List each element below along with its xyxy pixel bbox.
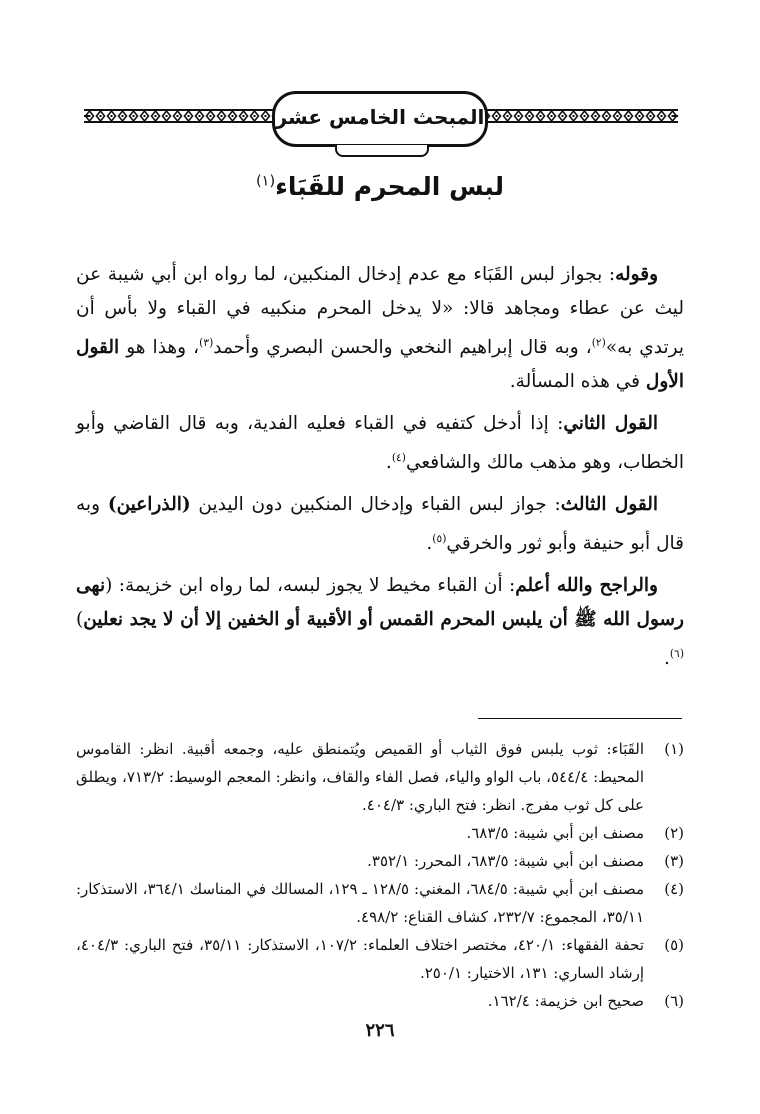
paragraph-lead: القول الثالث (560, 494, 659, 516)
footnote-text: تحفة الفقهاء: ٤٢٠/١، مختصر اختلاف العلماء: ١٠٧/٢، الاستذكار: ٣٥/١١، فتح الباري: ٤٠٤/٣، إرشاد الساري: ١٣١، الاختيار: ٢٥٠/١. (76, 936, 644, 982)
paragraph-lead: وقوله (615, 264, 658, 285)
paragraph-text: : أن القباء مخيط لا يجوز لبسه، لما رواه ابن خزيمة: ( (105, 575, 516, 597)
paragraph-lead: القول الثاني (563, 413, 658, 435)
footnote (76, 931, 684, 987)
paragraph-1 (76, 258, 684, 399)
footnote-number: (٢) (664, 824, 684, 842)
chapter-title (80, 172, 680, 201)
footnote-ref: (٣) (199, 336, 214, 349)
paragraph-text: في هذه المسألة. (509, 371, 646, 393)
paragraph-text: . (385, 452, 392, 474)
paragraph-text: ، وبه قال إبراهيم النخعي والحسن البصري وأحمد (213, 337, 592, 359)
footnote (76, 847, 684, 875)
section-title: المبحث الخامس عشر (275, 105, 485, 129)
footnote-number: (٣) (664, 852, 684, 870)
paragraph-2 (76, 407, 684, 480)
hadith-quote: نهى رسول الله ﷺ أن يلبس المحرم القمس أو الأقبية أو الخفين إلا أن لا يجد نعلين (76, 575, 684, 631)
footnote-text: صحيح ابن خزيمة: ١٦٢/٤. (487, 992, 644, 1010)
paragraph-text: ) (76, 609, 84, 631)
paragraph-emphasis: القول الأول (76, 337, 684, 393)
paragraph-3 (76, 488, 684, 561)
footnote (76, 819, 684, 847)
footnote-number: (٥) (664, 936, 684, 954)
footnote-text: مصنف ابن أبي شيبة: ٦٨٤/٥، المغني: ١٢٨/٥ ـ ١٢٩، المسالك في المناسك ٣٦٤/١، الاستذكار: ٣٥/١١، المجموع: ٢٣٢/٧، كشاف القناع: ٤٩٨/٢. (76, 880, 644, 926)
chapter-title-text: لبس المحرم للقَبَاء (275, 172, 505, 201)
footnote-number: (٦) (664, 992, 684, 1010)
footnotes (76, 735, 684, 1015)
footnote (76, 735, 684, 819)
paragraph-text: وبه قال أبو حنيفة وأبو ثور والخرقي (76, 494, 684, 555)
footnote-text: القَبَاء: ثوب يلبس فوق الثياب أو القميص ويُتمنطق عليه، وجمعه أقبية. انظر: القاموس المحيط: ٥٤٤/٤، باب الواو والياء، فصل الفاء والقاف، وانظر: المعجم الوسيط: ٧١٣/٢، ويطلق على كل ثوب مفرج. انظر: فتح الباري: ٤٠٤/٣. (76, 740, 644, 814)
paragraph-text: : إذا أدخل كتفيه في القباء فعليه الفدية، وبه قال القاضي وأبو الخطاب، وهو مذهب مالك والشافعي (76, 413, 684, 474)
footnote-number: (١) (664, 740, 684, 758)
footnote-ref: (٦) (669, 647, 684, 661)
footnote (76, 987, 684, 1015)
footnote-ref: (٤) (391, 451, 406, 465)
footnote-text: مصنف ابن أبي شيبة: ٦٨٣/٥. (466, 824, 644, 842)
paragraph-emphasis: (الذراعين) (107, 494, 191, 516)
paragraph-4 (76, 569, 684, 676)
footnote-number: (٤) (664, 880, 684, 898)
section-header-tab (335, 145, 429, 157)
footnote-ref: (٢) (591, 336, 606, 349)
paragraph-lead: والراجح والله أعلم (515, 575, 658, 597)
body-text (76, 258, 684, 685)
paragraph-text: : جواز لبس القباء وإدخال المنكبين دون اليدين (190, 494, 561, 516)
paragraph-text: . (426, 533, 433, 555)
paragraph-text: . (663, 648, 670, 670)
footnote-separator (478, 718, 682, 719)
section-header-box (272, 91, 488, 147)
footnote-ref: (١) (255, 173, 276, 190)
footnote (76, 875, 684, 931)
paragraph-text: ، وهذا هو (119, 337, 200, 359)
footnote-ref: (٥) (432, 532, 447, 546)
page-number: ٢٢٦ (365, 1020, 395, 1041)
footnote-text: مصنف ابن أبي شيبة: ٦٨٣/٥، المحرر: ٣٥٢/١. (367, 852, 644, 870)
paragraph-text: : بجواز لبس القَبَاء مع عدم إدخال المنكبين، لما رواه ابن أبي شيبة عن ليث عن عطاء ومجاهد قالا: «لا يدخل المحرم منكبيه في القباء ولا بأس أن يرتدي به» (76, 264, 684, 359)
